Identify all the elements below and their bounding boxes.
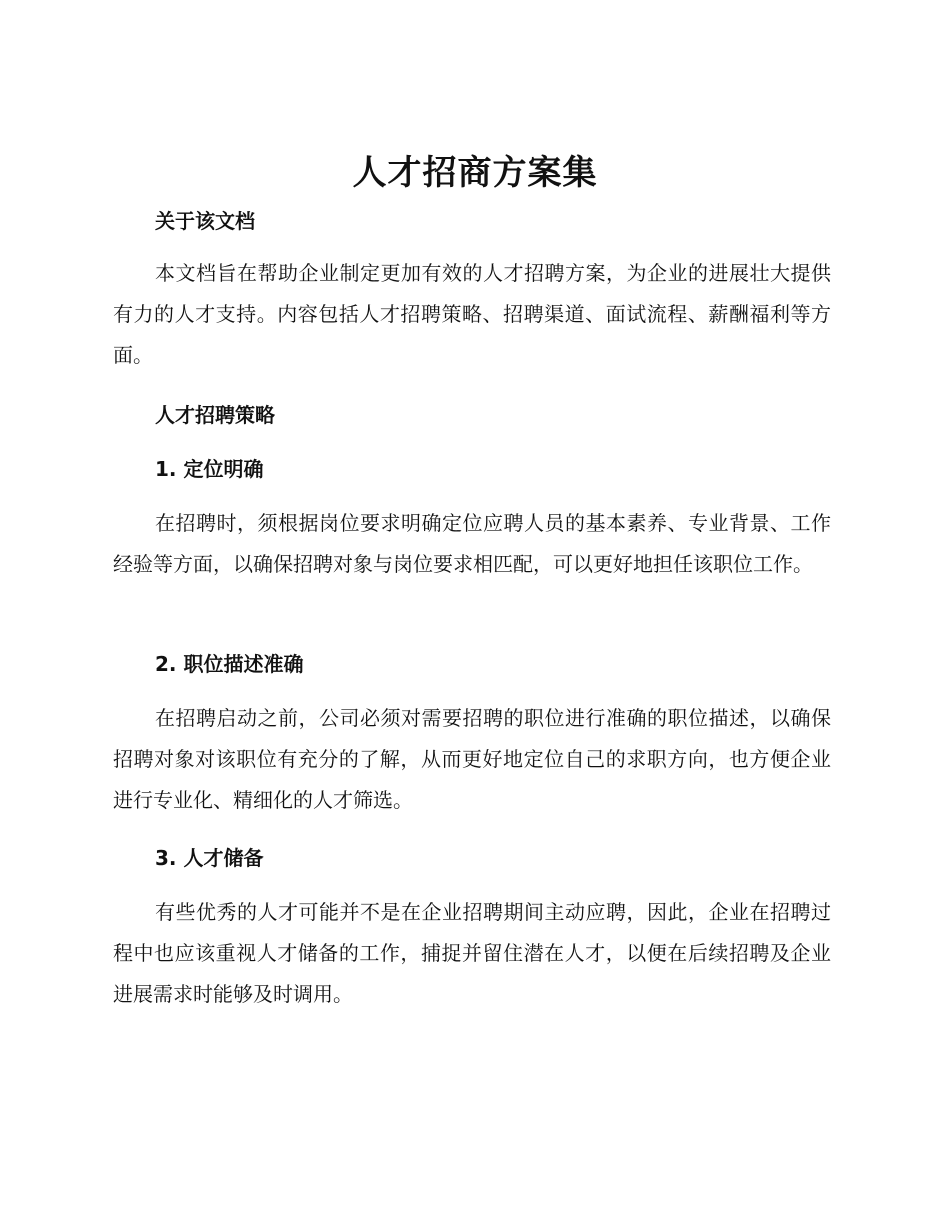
document-title: 人才招商方案集 [352, 153, 598, 193]
section-heading-about: 关于该文档 [155, 209, 255, 233]
section-heading-talent-reserve: 3. 人才储备 [155, 846, 264, 870]
section-heading-job-description: 2. 职位描述准确 [155, 652, 304, 676]
section-heading-positioning: 1. 定位明确 [155, 457, 264, 481]
section-heading-strategy: 人才招聘策略 [155, 403, 275, 427]
section-body-positioning: 在招聘时，须根据岗位要求明确定位应聘人员的基本素养、专业背景、工作经验等方面，以确保招聘对象与岗位要求相匹配，可以更好地担任该职位工作。 [113, 511, 831, 576]
section-body-talent-reserve: 有些优秀的人才可能并不是在企业招聘期间主动应聘，因此，企业在招聘过程中也应该重视人才储备的工作，捕捉并留住潜在人才，以便在后续招聘及企业进展需求时能够及时调用。 [113, 900, 831, 1006]
section-body-about: 本文档旨在帮助企业制定更加有效的人才招聘方案，为企业的进展壮大提供有力的人才支持。内容包括人才招聘策略、招聘渠道、面试流程、薪酬福利等方面。 [113, 261, 831, 367]
section-body-job-description: 在招聘启动之前，公司必须对需要招聘的职位进行准确的职位描述，以确保招聘对象对该职位有充分的了解，从而更好地定位自己的求职方向，也方便企业进行专业化、精细化的人才筛选。 [113, 706, 831, 812]
